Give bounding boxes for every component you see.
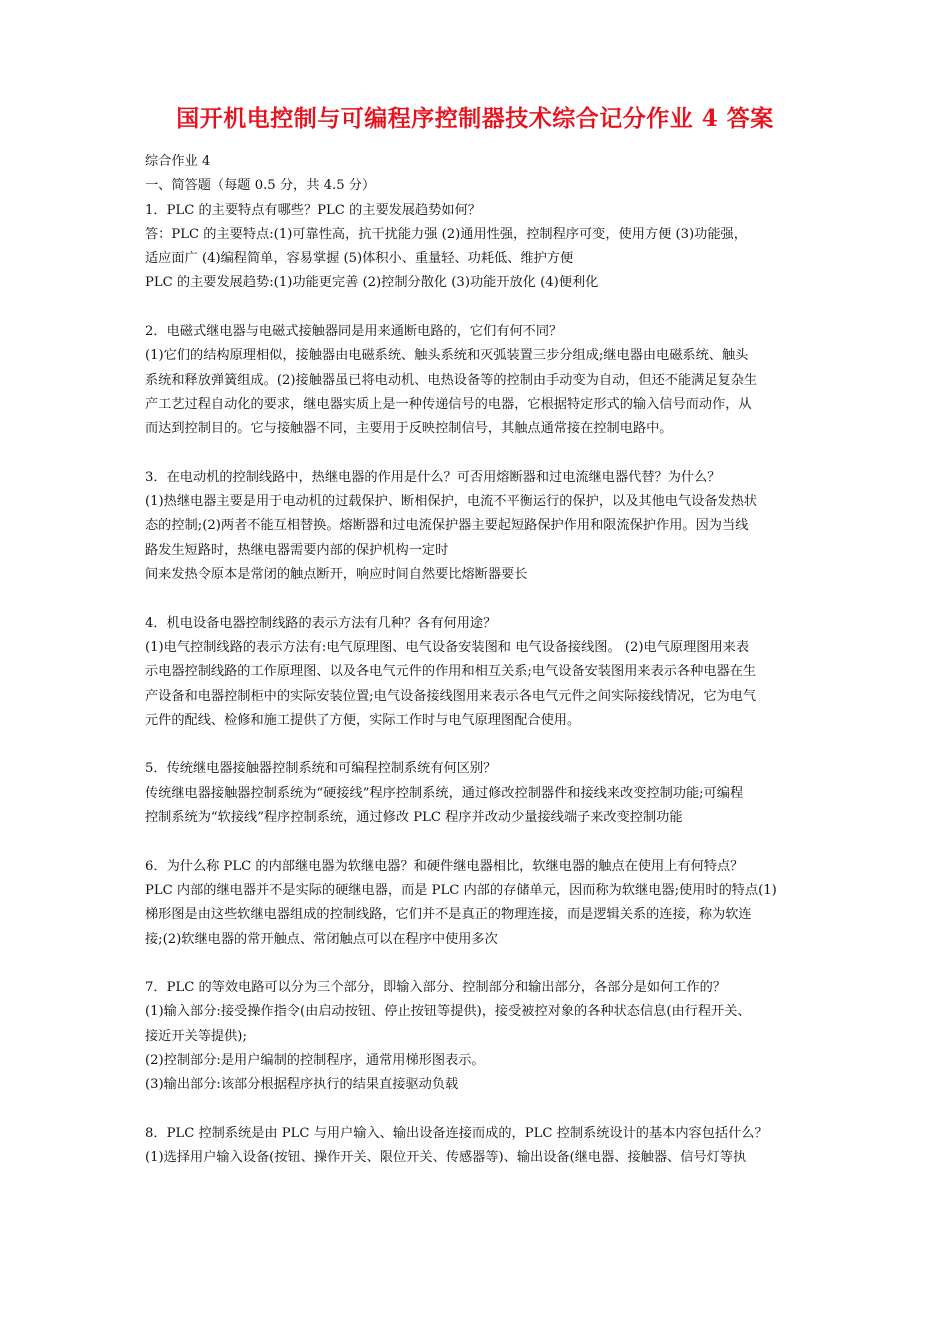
answer-5-line-1: 传统继电器接触器控制系统为“硬接线”程序控制系统，通过修改控制器件和接线来改变控制功能;可编程 — [145, 785, 744, 801]
paragraph-gap — [145, 442, 815, 466]
document-subtitle: 综合作业 4 — [145, 154, 211, 169]
paragraph-gap — [145, 587, 815, 611]
paragraph-gap — [145, 1098, 815, 1122]
answer-3-line-1: (1)热继电器主要是用于电动机的过载保护、断相保护，电流不平衡运行的保护，以及其他电气设备发热状 — [145, 494, 758, 510]
paragraph-gap — [145, 952, 815, 976]
answer-5-line-2: 控制系统为“软接线”程序控制系统，通过修改 PLC 程序并改动少量接线端子来改变控制功能 — [145, 810, 683, 826]
question-5: 5．传统继电器接触器控制系统和可编程控制系统有何区别？ — [145, 761, 497, 777]
paragraph-gap — [145, 296, 815, 320]
answer-4-line-3: 产设备和电器控制柜中的实际安装位置;电气设备接线图用来表示各电气元件之间实际接线情况，它为电气 — [145, 688, 757, 704]
answer-8-line-1: (1)选择用户输入设备(按钮、操作开关、限位开关、传感器等)、输出设备(继电器、接触器、信号灯等执 — [145, 1150, 747, 1166]
answer-1-line-2: 适应面广 (4)编程简单，容易掌握 (5)体积小、重量轻、功耗低、维护方便 — [145, 251, 574, 267]
answer-2-line-1: (1)它们的结构原理相似，接触器由电磁系统、触头系统和灭弧装置三步分组成;继电器由电磁系统、触头 — [145, 348, 749, 364]
answer-1-line-3: PLC 的主要发展趋势:(1)功能更完善 (2)控制分散化 (3)功能开放化 (4)便利化 — [145, 275, 599, 291]
answer-6-line-3: 接;(2)软继电器的常开触点、常闭触点可以在程序中使用多次 — [145, 931, 498, 947]
question-6: 6．为什么称 PLC 的内部继电器为软继电器？和硬件继电器相比，软继电器的触点在使用上有何特点？ — [145, 858, 744, 874]
answer-2-line-4: 而达到控制目的。它与接触器不同，主要用于反映控制信号，其触点通常接在控制电路中。 — [145, 421, 673, 437]
paragraph-gap — [145, 830, 815, 854]
answer-4-line-4: 元件的配线、检修和施工提供了方便，实际工作时与电气原理图配合使用。 — [145, 712, 581, 728]
paragraph-gap — [145, 733, 815, 757]
answer-7-line-1: (1)输入部分:接受操作指令(由启动按钮、停止按钮等提供)，接受被控对象的各种状态信息(由行程开关、 — [145, 1004, 751, 1020]
document-title: 国开机电控制与可编程序控制器技术综合记分作业 4 答案 — [176, 105, 774, 132]
question-7: 7．PLC 的等效电路可以分为三个部分，即输入部分、控制部分和输出部分，各部分是如何工作的？ — [145, 980, 726, 996]
question-4: 4．机电设备电器控制线路的表示方法有几种？各有何用途？ — [145, 615, 497, 631]
answer-6-line-2: 梯形图是由这些软继电器组成的控制线路，它们并不是真正的物理连接，而是逻辑关系的连接，称为软连 — [145, 907, 752, 923]
document-body — [145, 150, 815, 1170]
question-8: 8．PLC 控制系统是由 PLC 与用户输入、输出设备连接而成的，PLC 控制系统设计的基本内容包括什么？ — [145, 1125, 768, 1141]
question-2: 2．电磁式继电器与电磁式接触器同是用来通断电路的，它们有何不同？ — [145, 324, 563, 340]
question-1: 1．PLC 的主要特点有哪些？PLC 的主要发展趋势如何？ — [145, 202, 481, 218]
answer-6-line-1: PLC 内部的继电器并不是实际的硬继电器，而是 PLC 内部的存储单元，因而称为软继电器;使用时的特点(1) — [145, 882, 777, 898]
question-3: 3．在电动机的控制线路中，热继电器的作用是什么？可否用熔断器和过电流继电器代替？为什么？ — [145, 469, 721, 485]
answer-3-line-4: 间来发热令原本是常闭的触点断开，响应时间自然要比熔断器要长 — [145, 567, 528, 583]
section-heading: 一、简答题（每题 0.5 分，共 4.5 分） — [145, 178, 376, 194]
answer-7-line-4: (3)输出部分:该部分根据程序执行的结果直接驱动负载 — [145, 1077, 459, 1093]
answer-4-line-1: (1)电气控制线路的表示方法有:电气原理图、电气设备安装图和 电气设备接线图。 (2)电气原理图用来表 — [145, 639, 750, 655]
answer-7-line-3: (2)控制部分:是用户编制的控制程序，通常用梯形图表示。 — [145, 1052, 485, 1068]
answer-2-line-2: 系统和释放弹簧组成。(2)接触器虽已将电动机、电热设备等的控制由手动变为自动，但还不能满足复杂生 — [145, 372, 758, 388]
answer-3-line-2: 态的控制;(2)两者不能互相替换。熔断器和过电流保护器主要起短路保护作用和限流保护作用。因为当线 — [145, 518, 749, 534]
answer-4-line-2: 示电器控制线路的工作原理图、以及各电气元件的作用和相互关系;电气设备安装图用来表示各种电器在生 — [145, 664, 757, 680]
answer-7-line-2: 接近开关等提供); — [145, 1028, 247, 1044]
answer-3-line-3: 路发生短路时，热继电器需要内部的保护机构一定时 — [145, 542, 449, 558]
answer-1-line-1: 答：PLC 的主要特点:(1)可靠性高，抗干扰能力强 (2)通用性强，控制程序可变，使用方便 (3)功能强， — [145, 226, 747, 242]
answer-2-line-3: 产工艺过程自动化的要求，继电器实质上是一种传递信号的电器，它根据特定形式的输入信号而动作，从 — [145, 396, 752, 412]
